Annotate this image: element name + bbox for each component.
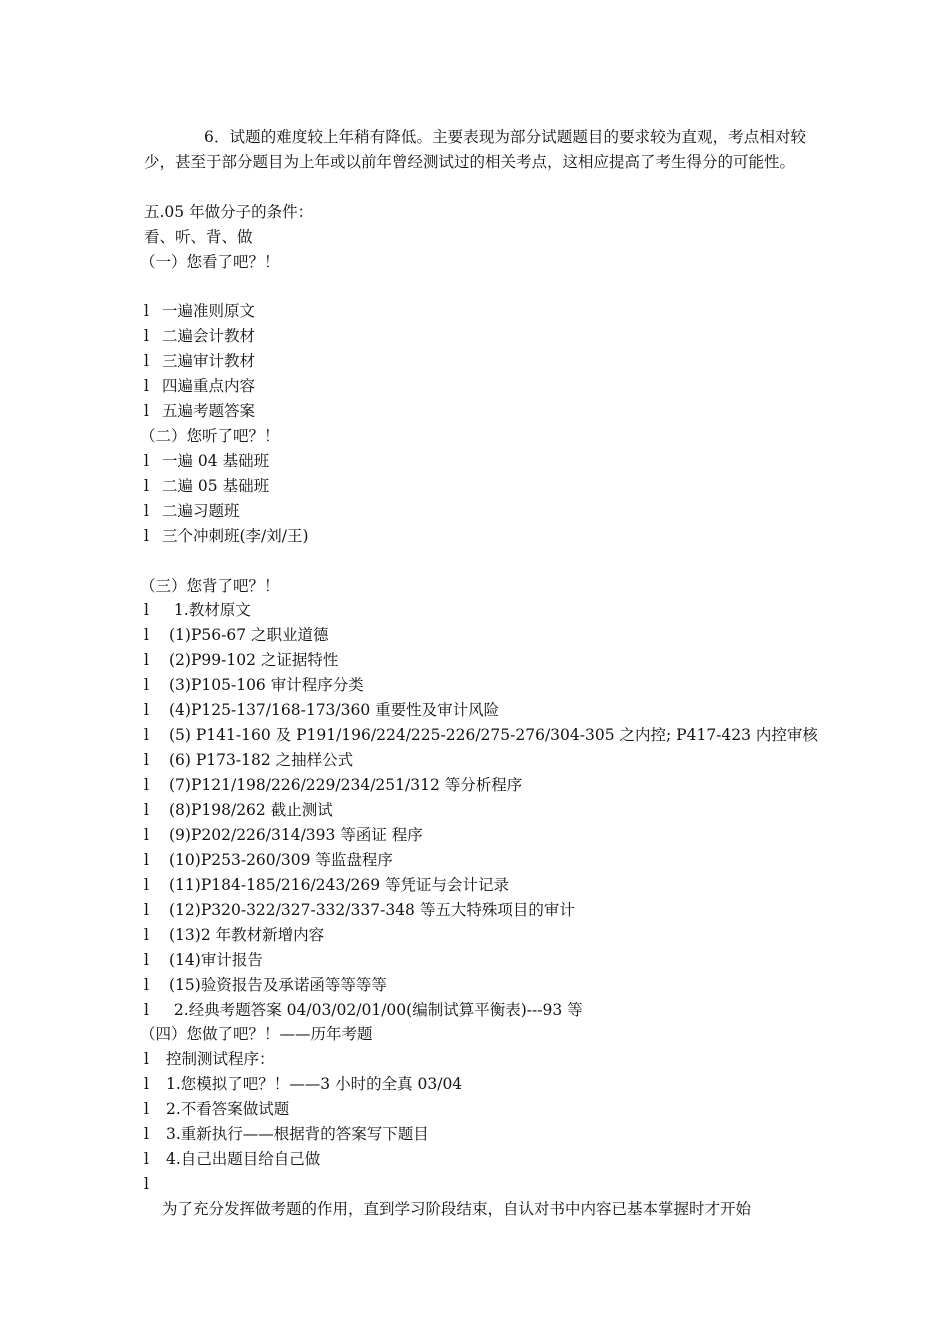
bullet: l bbox=[144, 901, 149, 919]
list-item-text: 三个冲刺班(李/刘/王) bbox=[162, 527, 309, 545]
bullet: l bbox=[144, 1150, 149, 1168]
list-item bbox=[144, 875, 509, 895]
list-item-text: (11)P184-185/216/243/269 等凭证与会计记录 bbox=[169, 876, 510, 894]
bullet: l bbox=[144, 676, 149, 694]
list-item bbox=[144, 351, 255, 371]
list-item bbox=[144, 675, 364, 695]
list-item bbox=[144, 526, 309, 546]
section-2-title: （二）您听了吧？！ bbox=[140, 427, 280, 445]
list-item-text: 五遍考题答案 bbox=[162, 402, 256, 420]
bullet: l bbox=[144, 352, 149, 370]
list-item-text: (6) P173-182 之抽样公式 bbox=[169, 751, 354, 769]
bullet: l bbox=[144, 726, 149, 744]
bullet: l bbox=[144, 477, 149, 495]
bullet: l bbox=[144, 876, 149, 894]
list-item-text: (14)审计报告 bbox=[169, 951, 263, 969]
list-item-text: 2.不看答案做试题 bbox=[166, 1100, 290, 1118]
list-item bbox=[144, 725, 818, 745]
bullet: l bbox=[144, 851, 149, 869]
final-paragraph bbox=[144, 1198, 806, 1220]
bullet: l bbox=[144, 601, 149, 619]
list-item bbox=[144, 825, 423, 845]
list-item-text: 3.重新执行——根据背的答案写下题目 bbox=[166, 1125, 429, 1143]
list-item bbox=[144, 600, 251, 620]
section-3-title: （三）您背了吧？！ bbox=[140, 577, 280, 595]
list-item-text: (10)P253-260/309 等监盘程序 bbox=[169, 851, 393, 869]
list-item bbox=[144, 501, 240, 521]
list-item-text: (12)P320-322/327-332/337-348 等五大特殊项目的审计 bbox=[169, 901, 575, 919]
list-item-text: (4)P125-137/168-173/360 重要性及审计风险 bbox=[169, 701, 500, 719]
list-item-text: 四遍重点内容 bbox=[162, 377, 256, 395]
list-item bbox=[144, 1099, 289, 1119]
list-item bbox=[144, 451, 269, 471]
bullet: l bbox=[144, 452, 149, 470]
bullet: l bbox=[144, 1175, 149, 1193]
list-item-text: 一遍准则原文 bbox=[162, 302, 256, 320]
list-item bbox=[144, 1000, 583, 1020]
list-item-text: 2.经典考题答案 04/03/02/01/00(编制试算平衡表)---93 等 bbox=[169, 1001, 583, 1019]
list-item-text: (1)P56-67 之职业道德 bbox=[169, 626, 329, 644]
list-item bbox=[144, 975, 387, 995]
list-item bbox=[144, 1049, 275, 1069]
list-item bbox=[144, 326, 255, 346]
intro-paragraph bbox=[144, 125, 806, 175]
list-item-text: (2)P99-102 之证据特性 bbox=[169, 651, 339, 669]
list-item-text: (7)P121/198/226/229/234/251/312 等分析程序 bbox=[169, 776, 523, 794]
list-item bbox=[144, 950, 263, 970]
list-item bbox=[144, 775, 522, 795]
final-paragraph-text: 为了充分发挥做考题的作用，直到学习阶段结束，自认对书中内容已基本掌握时才开始 bbox=[162, 1200, 752, 1218]
list-item-text: 二遍会计教材 bbox=[162, 327, 256, 345]
list-item bbox=[144, 301, 255, 321]
list-item-text: 1.教材原文 bbox=[169, 601, 251, 619]
section-4-title: （四）您做了吧？！——历年考题 bbox=[140, 1025, 373, 1043]
list-item bbox=[144, 925, 324, 945]
list-item-text: (15)验资报告及承诺函等等等等 bbox=[169, 976, 387, 994]
bullet: l bbox=[144, 626, 149, 644]
list-item-text: (8)P198/262 截止测试 bbox=[169, 801, 333, 819]
list-item bbox=[144, 376, 255, 396]
list-item bbox=[144, 650, 338, 670]
section-1-title: （一）您看了吧？！ bbox=[140, 253, 280, 271]
list-item-text: 二遍习题班 bbox=[162, 502, 240, 520]
bullet: l bbox=[144, 302, 149, 320]
list-item bbox=[144, 625, 329, 645]
bullet: l bbox=[144, 801, 149, 819]
intro-paragraph-text: 6．试题的难度较上年稍有降低。主要表现为部分试题题目的要求较为直观，考点相对较少，甚至于部分题目为上年或以前年曾经测试过的相关考点，这相应提高了考生得分的可能性。 bbox=[144, 128, 806, 171]
list-item-text: 控制测试程序： bbox=[166, 1050, 275, 1068]
bullet: l bbox=[144, 651, 149, 669]
list-item bbox=[144, 700, 499, 720]
bullet: l bbox=[144, 1001, 149, 1019]
bullet: l bbox=[144, 502, 149, 520]
bullet: l bbox=[144, 1125, 149, 1143]
bullet: l bbox=[144, 751, 149, 769]
heading-five: 五.05 年做分子的条件： bbox=[144, 203, 314, 221]
list-item-text: 三遍审计教材 bbox=[162, 352, 256, 370]
bullet: l bbox=[144, 1100, 149, 1118]
bullet: l bbox=[144, 976, 149, 994]
list-item bbox=[144, 476, 269, 496]
bullet: l bbox=[144, 776, 149, 794]
bullet: l bbox=[144, 377, 149, 395]
bullet: l bbox=[144, 327, 149, 345]
list-item bbox=[144, 1174, 166, 1194]
list-item bbox=[144, 900, 575, 920]
list-item-text: 一遍 04 基础班 bbox=[162, 452, 270, 470]
list-item bbox=[144, 1074, 462, 1094]
list-item-text: 二遍 05 基础班 bbox=[162, 477, 270, 495]
subheading: 看、听、背、做 bbox=[144, 228, 253, 246]
list-item-text: (13)2 年教材新增内容 bbox=[169, 926, 325, 944]
list-item bbox=[144, 1124, 429, 1144]
list-item bbox=[144, 800, 333, 820]
bullet: l bbox=[144, 1075, 149, 1093]
list-item-text: (9)P202/226/314/393 等函证 程序 bbox=[169, 826, 423, 844]
list-item bbox=[144, 750, 353, 770]
bullet: l bbox=[144, 1050, 149, 1068]
list-item bbox=[144, 1149, 320, 1169]
list-item-text: 1.您模拟了吧？！——3 小时的全真 03/04 bbox=[166, 1075, 463, 1093]
bullet: l bbox=[144, 701, 149, 719]
bullet: l bbox=[144, 926, 149, 944]
list-item-text: 4.自己出题目给自己做 bbox=[166, 1150, 321, 1168]
list-item-text: (3)P105-106 审计程序分类 bbox=[169, 676, 364, 694]
bullet: l bbox=[144, 826, 149, 844]
list-item bbox=[144, 850, 393, 870]
list-item bbox=[144, 401, 255, 421]
bullet: l bbox=[144, 951, 149, 969]
bullet: l bbox=[144, 402, 149, 420]
list-item-text: (5) P141-160 及 P191/196/224/225-226/275-276/304-305 之内控; P417-423 内控审核 bbox=[169, 726, 818, 744]
bullet: l bbox=[144, 527, 149, 545]
